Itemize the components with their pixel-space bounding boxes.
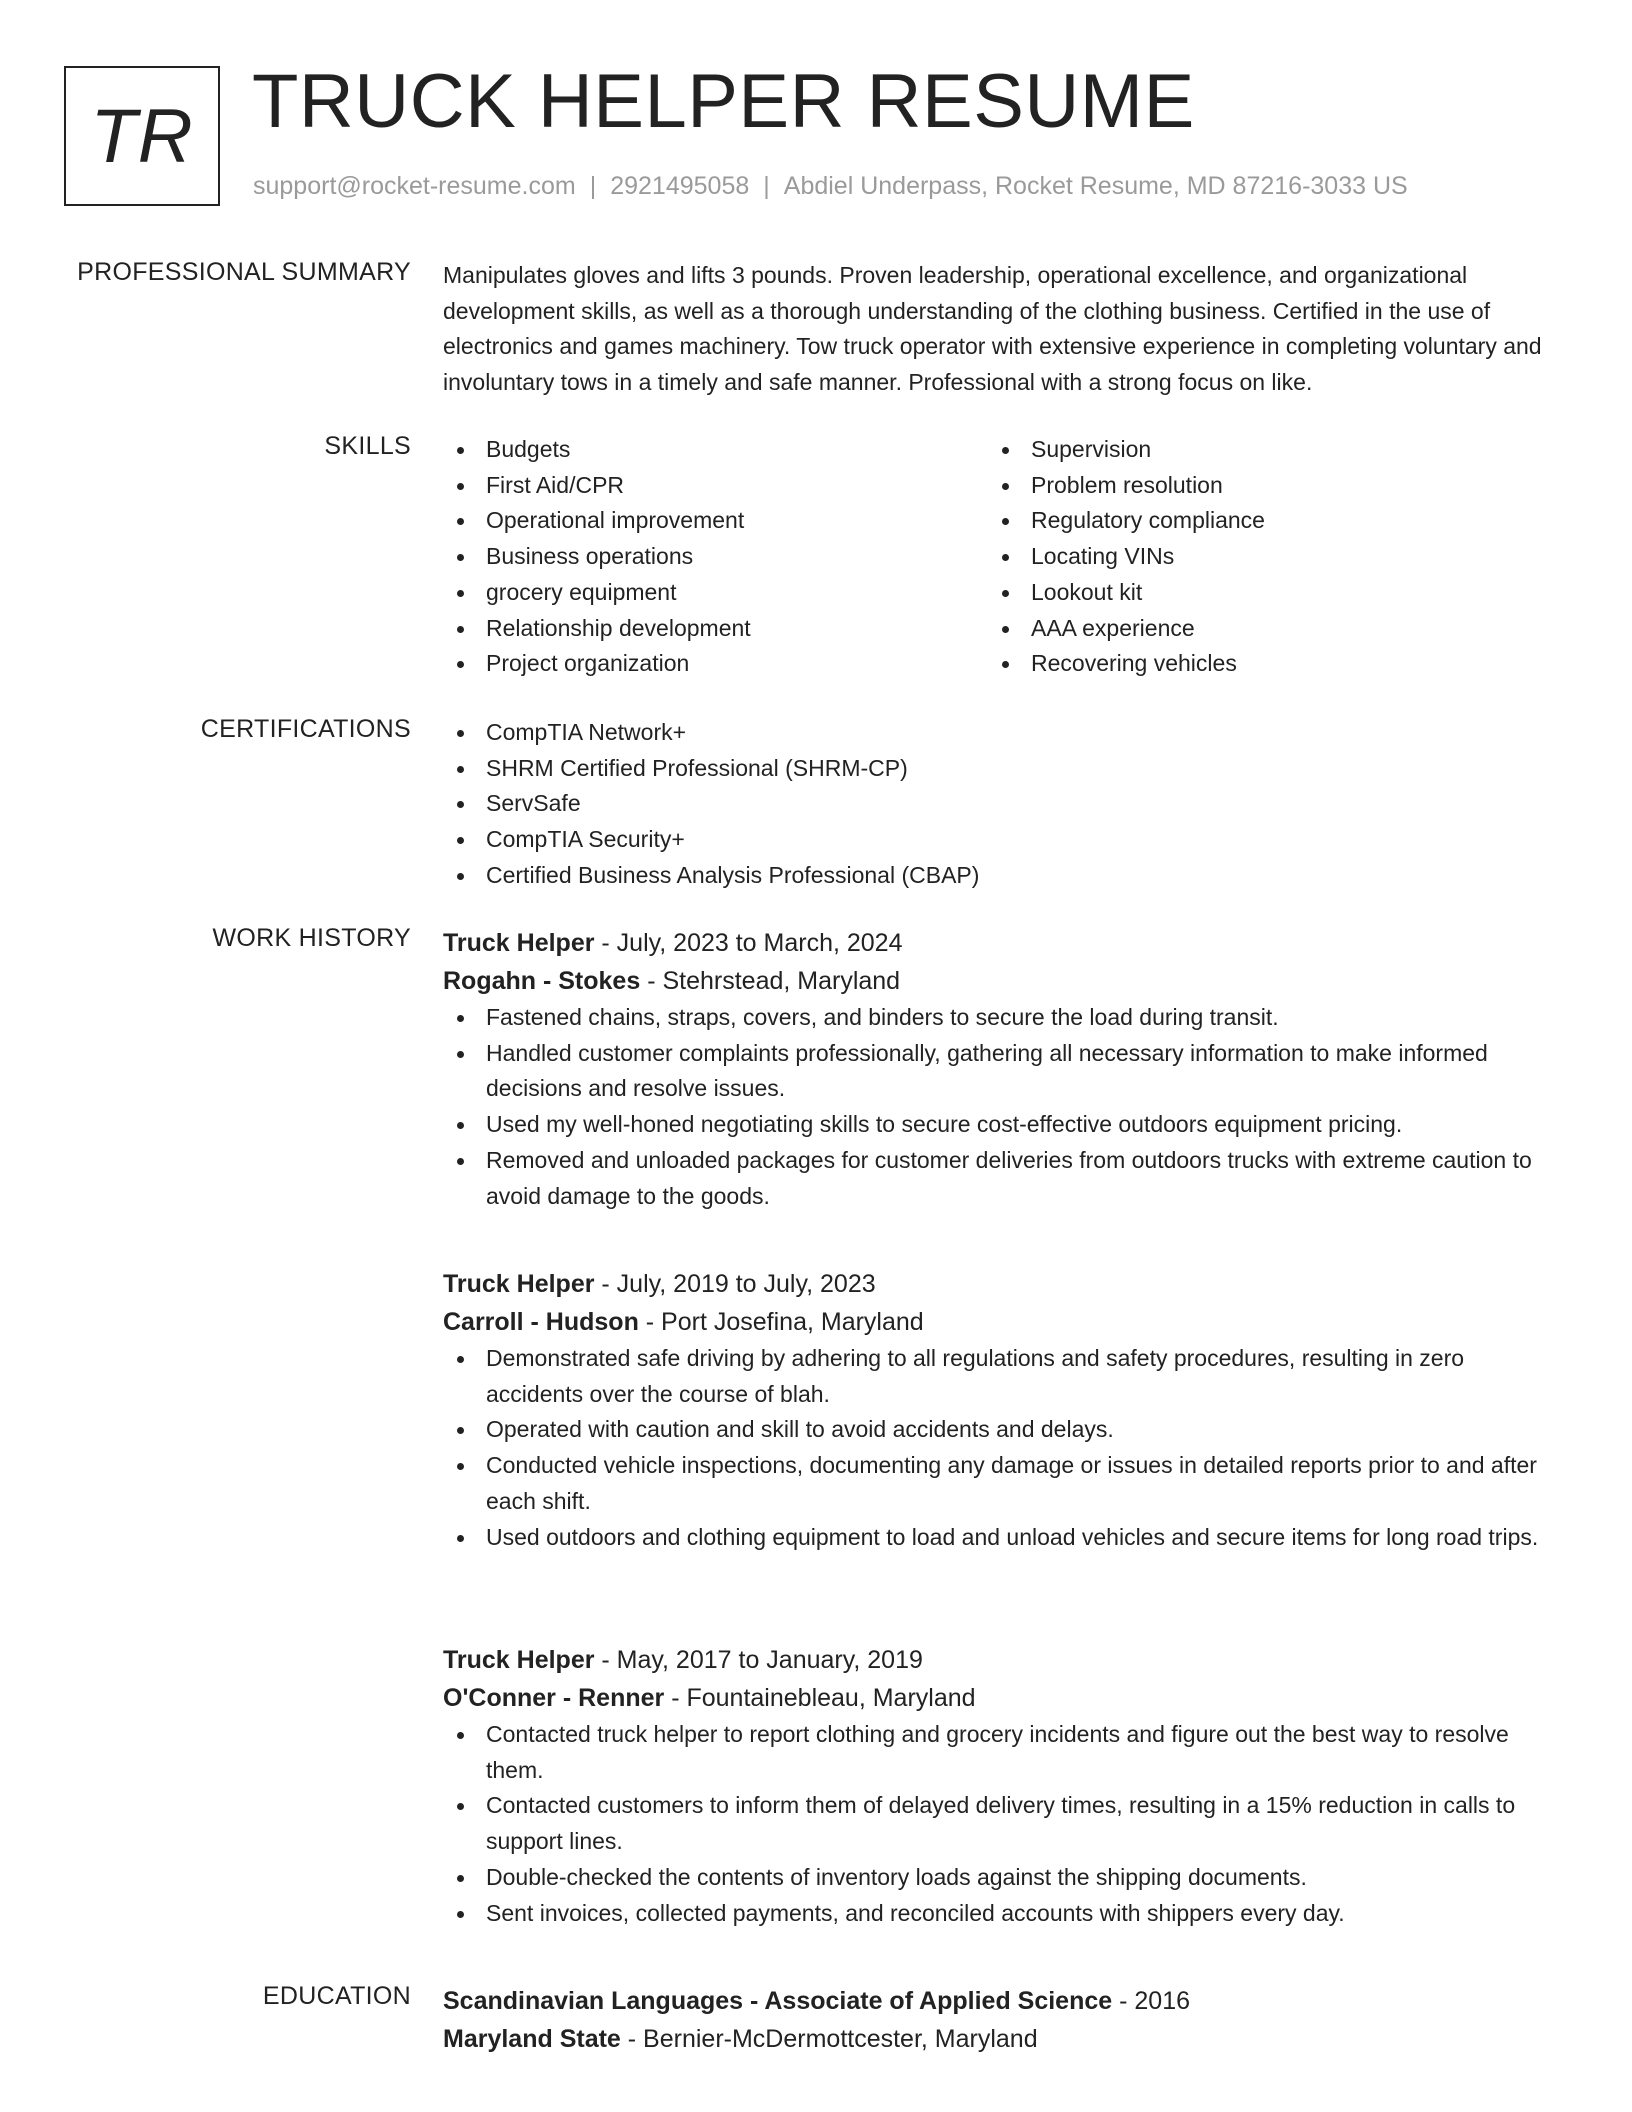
job-entry xyxy=(443,1265,1543,1555)
section-label-education: EDUCATION xyxy=(262,1982,411,2010)
job-bullet: Fastened chains, straps, covers, and binders to secure the load during transit. xyxy=(443,1000,1543,1036)
job-bullet: Operated with caution and skill to avoid accidents and delays. xyxy=(443,1412,1543,1448)
job-bullet: Conducted vehicle inspections, documenting any damage or issues in detailed reports prior to and after each shift. xyxy=(443,1448,1543,1519)
job-bullet: Removed and unloaded packages for customer deliveries from outdoors trucks with extreme caution to avoid damage to the goods. xyxy=(443,1143,1543,1214)
section-label-summary: PROFESSIONAL SUMMARY xyxy=(77,258,411,286)
education-location: - Bernier-McDermottcester, Maryland xyxy=(620,2025,1038,2053)
education-school-line xyxy=(443,2020,1543,2058)
skill-item: Recovering vehicles xyxy=(988,646,1528,682)
job-entry xyxy=(443,1641,1543,1931)
job-bullet: Used outdoors and clothing equipment to load and unload vehicles and secure items for long road trips. xyxy=(443,1520,1543,1556)
education-school: Maryland State xyxy=(443,2025,621,2053)
job-bullet: Contacted customers to inform them of delayed delivery times, resulting in a 15% reduction in calls to support lines. xyxy=(443,1788,1543,1859)
skill-item: Project organization xyxy=(443,646,983,682)
contact-phone: 2921495058 xyxy=(610,172,750,200)
job-title: Truck Helper xyxy=(443,1646,595,1674)
job-title: Truck Helper xyxy=(443,929,595,957)
skill-item: Budgets xyxy=(443,432,983,468)
job-entry xyxy=(443,924,1543,1214)
certification-item: CompTIA Network+ xyxy=(443,715,1543,751)
section-label-skills: SKILLS xyxy=(324,432,411,460)
job-dates: - May, 2017 to January, 2019 xyxy=(594,1646,923,1674)
education-degree-line xyxy=(443,1982,1543,2020)
education-year: - 2016 xyxy=(1112,1987,1191,2015)
monogram-initials: TR xyxy=(90,93,194,179)
job-company: O'Conner - Renner xyxy=(443,1684,665,1712)
job-company-line xyxy=(443,1303,1543,1341)
certification-item: CompTIA Security+ xyxy=(443,822,1543,858)
certifications-body xyxy=(443,715,1543,894)
skills-column-right xyxy=(988,432,1528,682)
skill-item: Problem resolution xyxy=(988,468,1528,504)
contact-separator: | xyxy=(589,172,597,200)
job-dates: - July, 2019 to July, 2023 xyxy=(594,1270,876,1298)
job-company: Rogahn - Stokes xyxy=(443,967,641,995)
job-company-line xyxy=(443,1679,1543,1717)
certification-item: Certified Business Analysis Professional (CBAP) xyxy=(443,858,1543,894)
job-company: Carroll - Hudson xyxy=(443,1308,639,1336)
section-label-work-history: WORK HISTORY xyxy=(212,924,411,952)
skill-item: Locating VINs xyxy=(988,539,1528,575)
job-location: - Port Josefina, Maryland xyxy=(638,1308,924,1336)
job-dates: - July, 2023 to March, 2024 xyxy=(594,929,903,957)
skills-list-left xyxy=(443,432,983,682)
education-body xyxy=(443,1982,1543,2058)
contact-address: Abdiel Underpass, Rocket Resume, MD 87216-3033 US xyxy=(783,172,1408,200)
job-bullets xyxy=(443,1717,1543,1931)
job-bullet: Double-checked the contents of inventory loads against the shipping documents. xyxy=(443,1860,1543,1896)
page-title: TRUCK HELPER RESUME xyxy=(252,59,1195,144)
education-degree: Scandinavian Languages - Associate of Applied Science xyxy=(443,1987,1113,2015)
summary-body xyxy=(443,258,1543,400)
job-bullets xyxy=(443,1341,1543,1555)
job-bullet: Handled customer complaints professionally, gathering all necessary information to make informed decisions and resolve issues. xyxy=(443,1036,1543,1107)
job-location: - Stehrstead, Maryland xyxy=(640,967,901,995)
certification-item: ServSafe xyxy=(443,786,1543,822)
skill-item: Lookout kit xyxy=(988,575,1528,611)
monogram-box xyxy=(64,66,220,206)
job-bullet: Used my well-honed negotiating skills to secure cost-effective outdoors equipment pricing. xyxy=(443,1107,1543,1143)
job-bullet: Contacted truck helper to report clothing and grocery incidents and figure out the best way to resolve them. xyxy=(443,1717,1543,1788)
certifications-list xyxy=(443,715,1543,894)
job-title: Truck Helper xyxy=(443,1270,595,1298)
contact-email: support@rocket-resume.com xyxy=(253,172,576,200)
job-bullet: Sent invoices, collected payments, and reconciled accounts with shippers every day. xyxy=(443,1896,1543,1932)
contact-line xyxy=(253,172,1408,201)
job-bullet: Demonstrated safe driving by adhering to all regulations and safety procedures, resulting in zero accidents over the course of blah. xyxy=(443,1341,1543,1412)
skill-item: Regulatory compliance xyxy=(988,503,1528,539)
skills-column-left xyxy=(443,432,983,682)
skill-item: Supervision xyxy=(988,432,1528,468)
skill-item: Operational improvement xyxy=(443,503,983,539)
skill-item: First Aid/CPR xyxy=(443,468,983,504)
job-bullets xyxy=(443,1000,1543,1214)
summary-text: Manipulates gloves and lifts 3 pounds. Proven leadership, operational excellence, and organizational development skills, as well as a thorough understanding of the clothing business. Certified in the use of electronics and games machinery. Tow truck operator with extensive experience in completing voluntary and involuntary tows in a timely and safe manner. Professional with a strong focus on like. xyxy=(443,262,1542,395)
skill-item: Relationship development xyxy=(443,611,983,647)
job-heading xyxy=(443,1641,1543,1679)
job-company-line xyxy=(443,962,1543,1000)
job-heading xyxy=(443,924,1543,962)
contact-separator: | xyxy=(763,172,770,200)
skill-item: Business operations xyxy=(443,539,983,575)
job-heading xyxy=(443,1265,1543,1303)
certification-item: SHRM Certified Professional (SHRM-CP) xyxy=(443,751,1543,787)
job-location: - Fountainebleau, Maryland xyxy=(664,1684,976,1712)
skills-list-right xyxy=(988,432,1528,682)
skill-item: grocery equipment xyxy=(443,575,983,611)
section-label-certifications: CERTIFICATIONS xyxy=(200,715,411,743)
skill-item: AAA experience xyxy=(988,611,1528,647)
